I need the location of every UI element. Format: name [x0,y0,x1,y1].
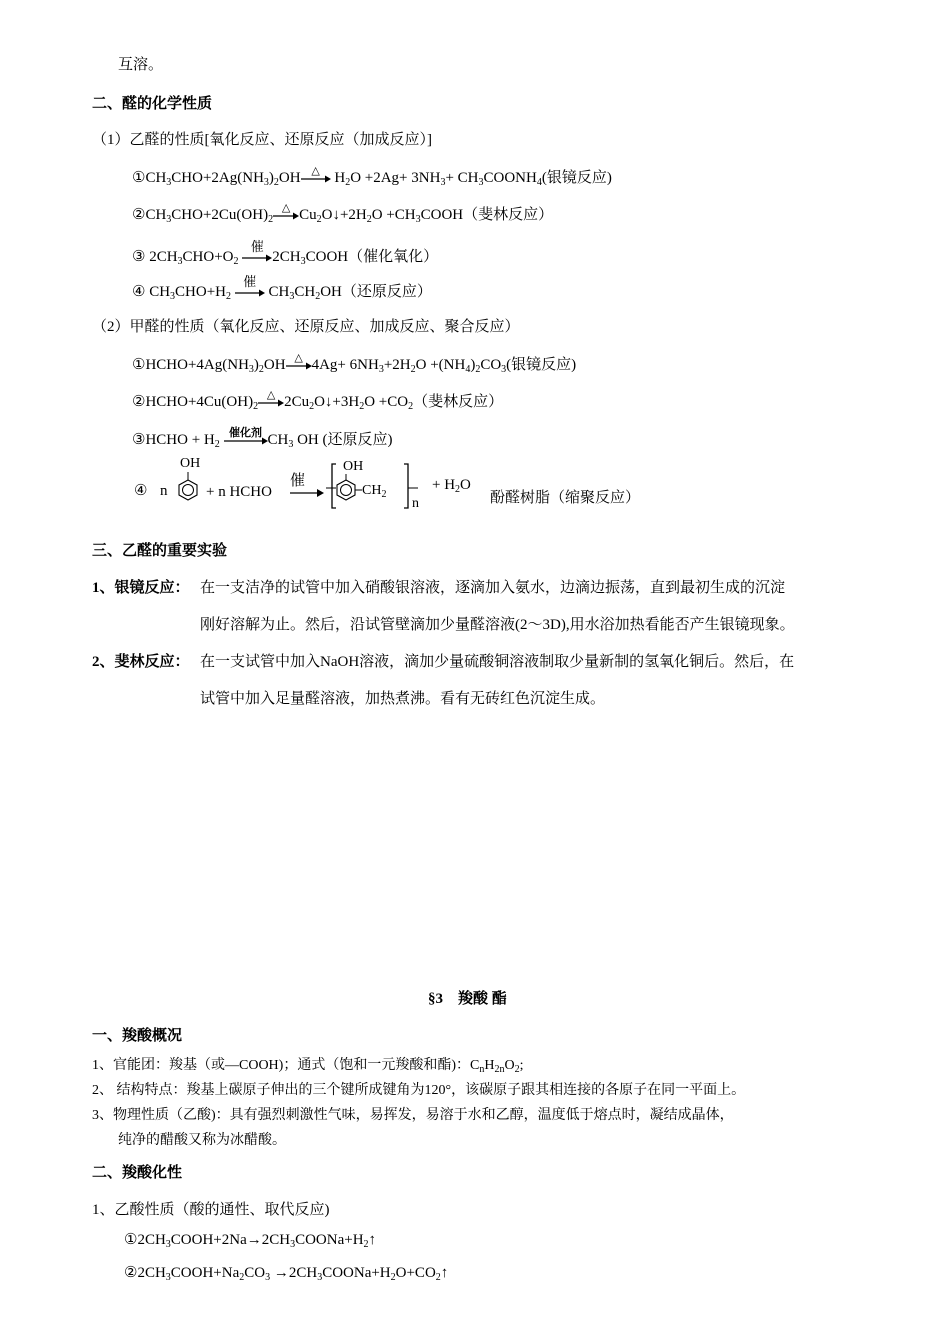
chapter-title: §3 羧酸 酯 [428,991,507,1007]
catalyst-symbol: 催 [290,473,306,489]
plus-h-label: + H [432,477,456,493]
plus-water: + $H_2O$ [432,477,471,495]
resin-oh-label: OH [343,459,364,474]
heat-symbol: △ [281,201,291,214]
eq-num: ① [132,357,146,373]
eq-num: ② [132,207,146,223]
heat-arrow [301,164,331,183]
catalyst-symbol: 催 [250,238,264,254]
equation-acetaldehyde-silver-mirror: $①CH_3CHO+2Ag(NH_3)_2OH$ △ $H_2O +2Ag+ 3NH_3+$ $CH_3COONH_4$(银镜反应) [132,168,612,188]
resin-ch2: $CH_2$ [362,483,387,500]
eq-note: (银镜反应) [541,170,612,186]
heat-arrow [273,201,299,220]
phenol-structure [172,454,206,506]
catalyst-arrow [242,238,272,262]
equation-acetaldehyde-fehling: $②CH_3CHO+2Cu(OH)_2$ △ $Cu_2O↓+2H_2O$ $+CH_3COOH$（斐林反应） [132,205,553,225]
subheading-formaldehyde: （2）甲醛的性质（氧化反应、还原反应、加成反应、聚合反应） [92,319,520,335]
para-physical-2: 纯净的醋酸又称为冰醋酸。 [118,1133,286,1148]
eq-num: ① [124,1232,138,1248]
equation-formaldehyde-reduction: ③HCHO + $H_2$ 催化剂 $CH_3$ OH (还原反应) [132,430,393,450]
catalyst-symbol: 催化剂 [229,426,262,439]
heading-carboxylic-chem: 二、羧酸化性 [92,1165,183,1181]
catalyst-symbol: 催 [243,273,257,289]
equation-formaldehyde-fehling: $②HCHO+4Cu(OH)_2$ △ $2Cu_2O↓+3H_2O +CO_2$（斐林反应） [132,392,503,412]
para-physical-1: 3、物理性质（乙酸)：具有强烈刺激性气味，易挥发，易溶于水和乙醇，温度低于熔点时，凝结成晶体， [92,1108,734,1123]
eq-note: （还原反应） [341,284,432,300]
catalyst-arrow [224,426,268,445]
heading-carboxylic-overview: 一、羧酸概况 [92,1028,183,1044]
catalyst-arrow [290,474,324,498]
fehling-text-1: 在一支试管中加入NaOH溶液，滴加少量硫酸铜溶液制取少量新制的氢氧化铜后。然后，在 [200,654,795,670]
section-heading-aldehyde-chem: 二、醛的化学性质 [92,96,213,112]
catalyst-arrow [235,273,265,297]
phenol-oh-label: OH [180,456,201,471]
equation-formaldehyde-silver-mirror: $①HCHO+4Ag(NH_3)_2OH$ △ $4Ag+ 6NH_3+2H_2O +(NH_4)_2CO_3$(银镜反应) [132,355,576,375]
eq-note: （斐林反应） [413,394,504,410]
eq-num: ② [132,394,146,410]
eq-num: ③ [132,249,146,265]
silver-mirror-text-1: 在一支洁净的试管中加入硝酸银溶液，逐滴加入氨水，边滴边振荡，直到最初生成的沉淀 [200,580,786,596]
functional-group-text: 1、官能团：羧基（或—COOH)；通式（饱和一元羧酸和酯)： [92,1058,470,1073]
silver-mirror-text-2: 刚好溶解为止。然后，沿试管壁滴加少量醛溶液(2～3D),用水浴加热看能否产生银镜现象。 [200,617,795,633]
equation-acetic-sodium: $①2CH_3COOH+2Na\to 2CH_3COONa+H_2↑$ [124,1232,377,1250]
eq-note: （催化氧化） [348,249,439,265]
para-structure: 2、 结构特点：羧基上碳原子伸出的三个键所成键角为120°，该碳原子跟其相连接的各原子在同一平面上。 [92,1083,746,1098]
section-heading-experiments: 三、乙醛的重要实验 [92,543,228,559]
resin-structure [322,456,426,512]
ch-label: CH [362,483,382,498]
eq-num-4: ④ [134,483,148,499]
intro-line: 互溶。 [118,57,164,73]
subheading-acetaldehyde: （1）乙醛的性质[氧化反应、还原反应（加成反应）] [92,132,432,148]
equation-acetaldehyde-catalytic-oxidation: ③ $2CH_3CHO+O_2$ 催 $2CH_3COOH$（催化氧化） [132,238,439,267]
eq-num: ③ [132,432,146,448]
silver-mirror-label: 1、银镜反应： [92,580,190,596]
heat-symbol: △ [266,388,276,401]
eq-note: （斐林反应） [463,207,554,223]
heat-symbol: △ [311,164,320,177]
fehling-text-2: 试管中加入足量醛溶液，加热煮沸。看有无砖红色沉淀生成。 [200,691,606,707]
resin-note: 酚醛树脂（缩聚反应） [490,490,641,506]
heat-symbol: △ [294,351,303,364]
equation-acetaldehyde-reduction: ④ $CH_3CHO+H_2$ 催 $CH_3CH_2OH$（还原反应） [132,273,432,302]
heat-arrow [258,388,284,407]
eq-num: ④ [132,284,146,300]
eq-num: ① [132,170,146,186]
degree-n: n [412,496,419,511]
para-acetic-properties: 1、乙酸性质（酸的通性、取代反应) [92,1202,330,1218]
heat-arrow [286,351,312,370]
eq-num: ② [124,1265,138,1281]
eq-note: (还原反应) [322,432,393,448]
equation-acetic-carbonate: $②2CH_3COOH+Na_2CO_3$ $\to 2CH_3COONa+H_2O+CO_2↑$ [124,1265,449,1283]
eq-note: (银镜反应) [506,357,577,373]
coefficient-n: n [160,483,168,499]
para-functional-group: 1、官能团：羧基（或—COOH)；通式（饱和一元羧酸和酯)：$C_nH_{2n}O_2$; [92,1058,524,1075]
fehling-label: 2、斐林反应： [92,654,190,670]
plus-n-hcho: + n HCHO [206,484,272,500]
general-formula-c: C [470,1058,480,1073]
